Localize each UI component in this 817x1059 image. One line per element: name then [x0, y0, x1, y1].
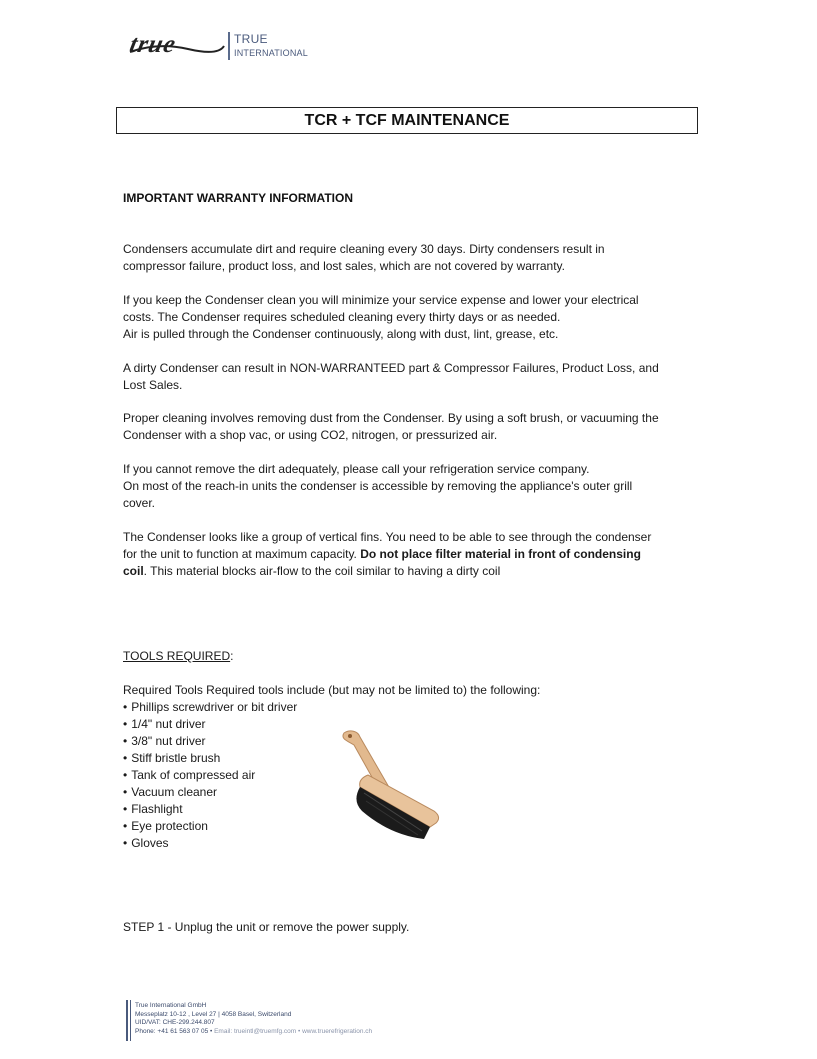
- tools-list: [123, 699, 297, 852]
- paragraph-keep-clean: [123, 292, 703, 343]
- text-line: Proper cleaning involves removing dust from the Condenser. By using a soft brush, or vacuuming the: [123, 411, 659, 425]
- tools-intro: Required Tools Required tools include (but may not be limited to) the following:: [123, 683, 541, 697]
- footer-address-block: [135, 1002, 372, 1036]
- tools-heading-colon: :: [230, 649, 234, 663]
- list-item: • Flashlight: [123, 801, 297, 818]
- footer-divider: [130, 1000, 131, 1041]
- logo-true-text: TRUE: [234, 32, 268, 46]
- text-line: Condenser with a shop vac, or using CO2, nitrogen, or pressurized air.: [123, 428, 498, 442]
- text-line: On most of the reach-in units the condenser is accessible by removing the appliance's outer grill: [123, 479, 633, 493]
- text-line: A dirty Condenser can result in NON-WARRANTEED part & Compressor Failures, Product Loss, and: [123, 361, 659, 375]
- footer-contact: [135, 1028, 372, 1037]
- footer-phone: Phone: +41 61 563 07 05 •: [135, 1027, 215, 1035]
- footer-company: True International GmbH: [135, 1002, 207, 1009]
- paragraph-condensers: [123, 241, 703, 275]
- warranty-heading: IMPORTANT WARRANTY INFORMATION: [123, 191, 353, 205]
- logo-international-text: INTERNATIONAL: [234, 48, 308, 58]
- true-logo-wordmark: true: [127, 31, 179, 58]
- text-line: compressor failure, product loss, and lost sales, which are not covered by warranty.: [123, 259, 565, 273]
- text-line: [123, 546, 703, 563]
- list-item: • Stiff bristle brush: [123, 750, 297, 767]
- text-line: Air is pulled through the Condenser continuously, along with dust, lint, grease, etc.: [123, 327, 559, 341]
- logo-swoosh-icon: [128, 40, 228, 56]
- list-item: • Tank of compressed air: [123, 767, 297, 784]
- bold-warning: Do not place filter material in front of condensing: [360, 547, 641, 561]
- page-title: TCR + TCF MAINTENANCE: [116, 107, 698, 134]
- paragraph-service-company: [123, 461, 703, 512]
- text-line: cover.: [123, 496, 156, 510]
- footer-divider: [126, 1000, 128, 1041]
- list-item: • 1/4" nut driver: [123, 716, 297, 733]
- footer-vat: UID/VAT: CHE-299.244.807: [135, 1019, 215, 1027]
- bristle-brush-image: [330, 727, 450, 845]
- logo-divider: [228, 32, 230, 60]
- bold-warning: coil: [123, 564, 144, 578]
- text-span: . This material blocks air-flow to the coil similar to having a dirty coil: [143, 564, 501, 578]
- paragraph-proper-cleaning: [123, 410, 703, 444]
- list-item: • 3/8" nut driver: [123, 733, 297, 750]
- text-line: The Condenser looks like a group of vertical fins. You need to be able to see through the condenser: [123, 530, 652, 544]
- list-item: • Phillips screwdriver or bit driver: [123, 699, 297, 716]
- text-line: Condensers accumulate dirt and require cleaning every 30 days. Dirty condensers result in: [123, 242, 605, 256]
- step-1: STEP 1 - Unplug the unit or remove the power supply.: [123, 920, 410, 934]
- list-item: • Vacuum cleaner: [123, 784, 297, 801]
- text-line: If you cannot remove the dirt adequately, please call your refrigeration service company.: [123, 462, 590, 476]
- tools-heading-label: TOOLS REQUIRED: [123, 649, 231, 663]
- text-line: If you keep the Condenser clean you will minimize your service expense and lower your electrical: [123, 293, 639, 307]
- footer-address: Messeplatz 10-12 , Level 27 | 4058 Basel, Switzerland: [135, 1010, 292, 1018]
- paragraph-vertical-fins: [123, 529, 703, 580]
- text-line: costs. The Condenser requires scheduled cleaning every thirty days or as needed.: [123, 310, 561, 324]
- list-item: • Gloves: [123, 835, 297, 852]
- footer-email-web: Email: trueintl@truemfg.com • www.truerefrigeration.ch: [214, 1027, 373, 1035]
- text-span: for the unit to function at maximum capacity.: [123, 547, 361, 561]
- text-line: [123, 563, 703, 580]
- text-line: Lost Sales.: [123, 378, 183, 392]
- paragraph-dirty-condenser: [123, 360, 703, 394]
- list-item: • Eye protection: [123, 818, 297, 835]
- tools-heading: [123, 648, 233, 665]
